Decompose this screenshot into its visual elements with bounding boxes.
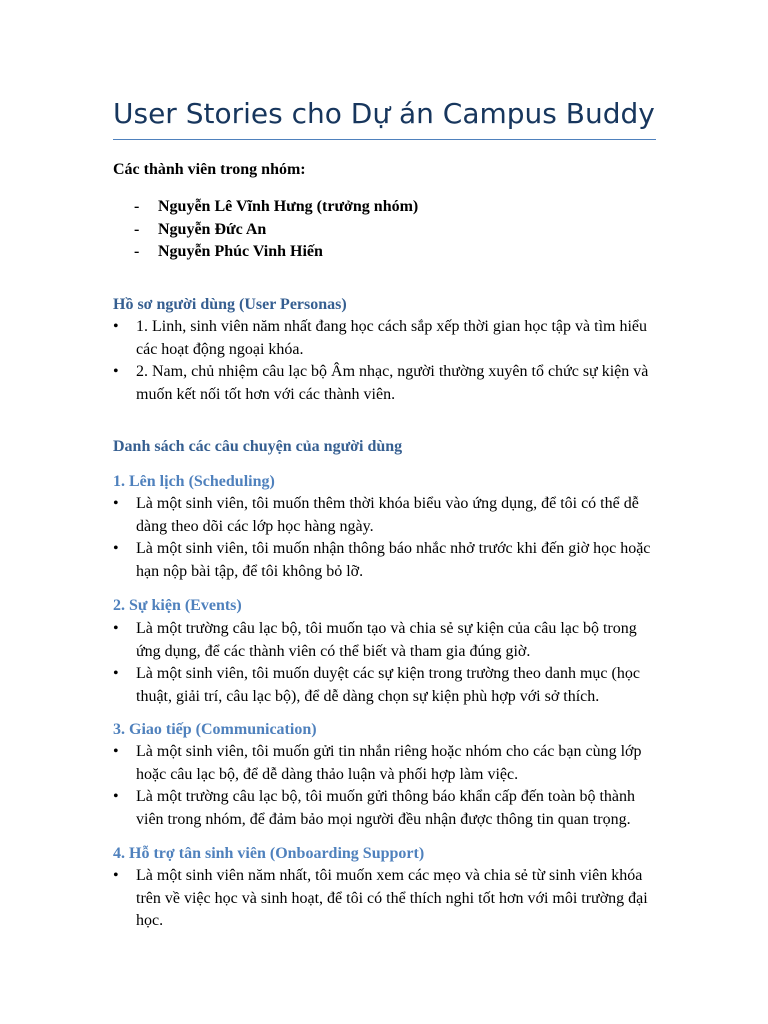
- member-name: Nguyễn Phúc Vinh Hiến: [158, 243, 323, 260]
- member-name: Nguyễn Lê Vĩnh Hưng (trưởng nhóm): [158, 198, 419, 215]
- story-item: [113, 786, 658, 831]
- story-text: Là một trường câu lạc bộ, tôi muốn gửi thông báo khẩn cấp đến toàn bộ thành viên trong nhóm, để đảm bảo mọi người đều nhận được thông tin quan trọng.: [136, 788, 636, 828]
- onboarding-list: [113, 865, 658, 933]
- story-item: [113, 493, 658, 538]
- scheduling-list: [113, 493, 658, 583]
- bullet: •: [113, 788, 119, 805]
- document-title: User Stories cho Dự án Campus Buddy: [113, 97, 655, 130]
- member-item: [113, 196, 418, 219]
- section-heading-scheduling: 1. Lên lịch (Scheduling): [113, 473, 275, 490]
- story-item: [113, 741, 658, 786]
- story-text: Là một sinh viên, tôi muốn thêm thời khóa biểu vào ứng dụng, để tôi có thể dễ dàng theo dõi các lớp học hàng ngày.: [136, 495, 639, 535]
- persona-item: [113, 361, 658, 406]
- member-list: [113, 196, 418, 264]
- member-item: [113, 219, 418, 242]
- bullet: •: [113, 620, 119, 637]
- persona-text: 2. Nam, chủ nhiệm câu lạc bộ Âm nhạc, người thường xuyên tổ chức sự kiện và muốn kết nối tốt hơn với các thành viên.: [136, 363, 649, 403]
- story-text: Là một sinh viên, tôi muốn nhận thông báo nhắc nhở trước khi đến giờ học hoặc hạn nộp bài tập, để tôi không bỏ lỡ.: [136, 540, 651, 580]
- member-item: [113, 241, 418, 264]
- story-text: Là một trường câu lạc bộ, tôi muốn tạo và chia sẻ sự kiện của câu lạc bộ trong ứng dụng, để các thành viên có thể biết và tham gia đúng giờ.: [136, 620, 637, 660]
- bullet: •: [113, 495, 119, 512]
- story-item: [113, 538, 658, 583]
- title-underline: [113, 139, 656, 140]
- bullet: •: [113, 867, 119, 884]
- section-heading-communication: 3. Giao tiếp (Communication): [113, 721, 317, 738]
- story-text: Là một sinh viên, tôi muốn duyệt các sự kiện trong trường theo danh mục (học thuật, giải trí, câu lạc bộ), để dễ dàng chọn sự kiện phù hợp với sở thích.: [136, 665, 640, 705]
- story-item: [113, 663, 658, 708]
- bullet: •: [113, 363, 119, 380]
- dash-bullet: -: [134, 220, 140, 238]
- events-list: [113, 618, 658, 708]
- story-item: [113, 865, 658, 933]
- personas-list: [113, 316, 658, 406]
- section-heading-onboarding: 4. Hỗ trợ tân sinh viên (Onboarding Support): [113, 845, 425, 862]
- story-text: Là một sinh viên năm nhất, tôi muốn xem các mẹo và chia sẻ từ sinh viên khóa trên về việc học và sinh hoạt, để tôi có thể thích nghi tốt hơn với môi trường đại học.: [136, 867, 648, 929]
- story-item: [113, 618, 658, 663]
- bullet: •: [113, 743, 119, 760]
- persona-text: 1. Linh, sinh viên năm nhất đang học cách sắp xếp thời gian học tập và tìm hiểu các hoạt động ngoại khóa.: [136, 318, 647, 358]
- bullet: •: [113, 318, 119, 335]
- communication-list: [113, 741, 658, 831]
- stories-heading: Danh sách các câu chuyện của người dùng: [113, 438, 403, 455]
- persona-item: [113, 316, 658, 361]
- dash-bullet: -: [134, 243, 140, 260]
- section-heading-events: 2. Sự kiện (Events): [113, 597, 242, 614]
- dash-bullet: -: [134, 198, 140, 215]
- member-name: Nguyễn Đức An: [158, 220, 267, 238]
- bullet: •: [113, 540, 119, 557]
- story-text: Là một sinh viên, tôi muốn gửi tin nhắn riêng hoặc nhóm cho các bạn cùng lớp hoặc câu lạc bộ, để dễ dàng thảo luận và phối hợp làm việc.: [136, 743, 642, 783]
- members-label: Các thành viên trong nhóm:: [113, 161, 306, 178]
- bullet: •: [113, 665, 119, 682]
- personas-heading: Hồ sơ người dùng (User Personas): [113, 296, 347, 313]
